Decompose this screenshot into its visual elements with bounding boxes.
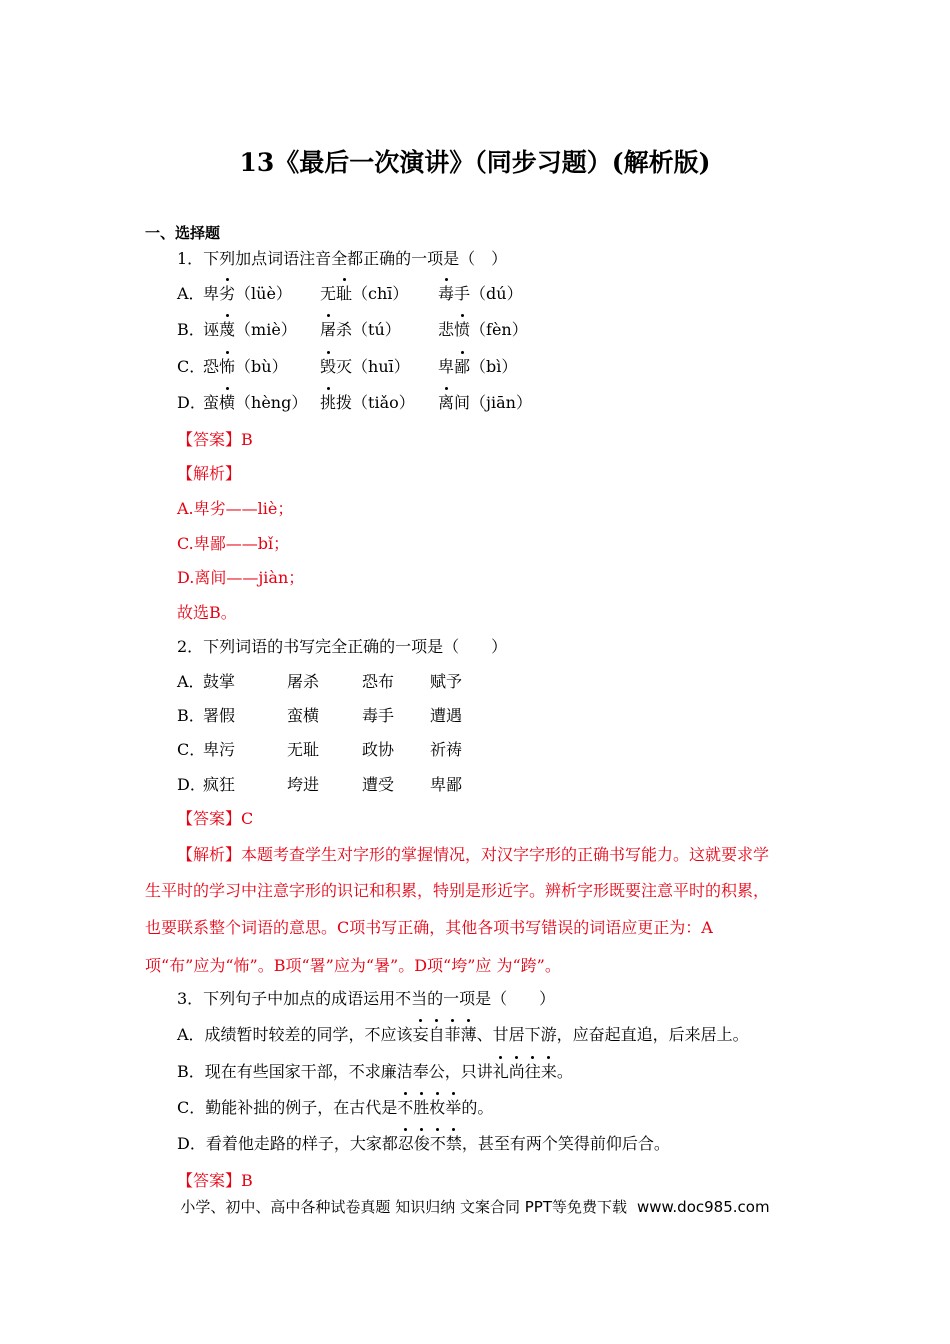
word-prefix: 无 xyxy=(320,284,337,303)
q1-option-item xyxy=(203,319,297,341)
q2-option-word: 署假 xyxy=(203,706,236,725)
q3-stem: 3．下列句子中加点的成语运用不当的一项是（ ） xyxy=(177,989,556,1008)
q1-option-item xyxy=(203,356,288,378)
q1-analysis-line: C.卑鄙——bǐ； xyxy=(177,534,290,553)
sentence-prefix: B．现在有些国家干部，不求廉洁奉公，只讲 xyxy=(177,1062,493,1081)
q2-option-word: 卑污 xyxy=(203,740,236,759)
q2-analysis-line: 也要联系整个词语的意思。C项书写正确，其他各项书写错误的词语应更正为：A xyxy=(145,918,713,937)
q1-option-item xyxy=(320,392,415,414)
q2-option-word: 毒手 xyxy=(362,706,395,725)
dotted-char: 不 xyxy=(397,1098,414,1117)
word-prefix: 蛮 xyxy=(203,393,220,412)
word-suffix: 拨（tiǎo） xyxy=(336,393,415,412)
q1-option-label: A． xyxy=(177,284,205,303)
word-suffix: （bì） xyxy=(470,357,518,376)
q1-answer: 【答案】B xyxy=(177,430,253,449)
q1-analysis-label: 【解析】 xyxy=(177,464,242,483)
q1-option-label: B． xyxy=(177,320,205,339)
section-heading: 一、选择题 xyxy=(145,224,221,242)
word-suffix: 间（jiān） xyxy=(454,393,532,412)
q3-answer: 【答案】B xyxy=(177,1171,253,1190)
word-suffix: （hèng） xyxy=(235,393,308,412)
dotted-char: 愤 xyxy=(454,320,471,339)
dotted-char: 来 xyxy=(540,1062,557,1081)
q1-option-item xyxy=(320,356,410,378)
q2-option-label: B． xyxy=(177,706,205,725)
dotted-char: 耻 xyxy=(336,284,353,303)
dotted-char: 挑 xyxy=(320,393,337,412)
sentence-prefix: D．看着他走路的样子，大家都 xyxy=(177,1134,398,1153)
q3-option xyxy=(177,1024,749,1046)
q1-stem: 1．下列加点词语注音全都正确的一项是（ ） xyxy=(177,249,508,268)
q2-option-word: 鼓掌 xyxy=(203,672,236,691)
q1-option-item xyxy=(438,283,523,305)
q1-option-label: D． xyxy=(177,393,206,412)
dotted-char: 妄 xyxy=(412,1025,429,1044)
dotted-char: 毁 xyxy=(320,357,337,376)
dotted-char: 菲 xyxy=(444,1025,461,1044)
q2-option-word: 卑鄙 xyxy=(430,775,463,794)
word-prefix: 诬 xyxy=(203,320,220,339)
sentence-prefix: C．勤能补拙的例子，在古代是 xyxy=(177,1098,398,1117)
q1-option-item xyxy=(438,319,528,341)
dotted-char: 举 xyxy=(445,1098,462,1117)
dotted-char: 屠 xyxy=(320,320,337,339)
q2-option-word: 祈祷 xyxy=(430,740,463,759)
dotted-char: 离 xyxy=(438,393,455,412)
q2-option-label: D． xyxy=(177,775,206,794)
dotted-char: 劣 xyxy=(219,284,236,303)
q1-option-item xyxy=(320,283,408,305)
q2-analysis-line: 项“布”应为“怖”。B项“署”应为“暑”。D项“垮”应 为“跨”。 xyxy=(145,956,561,975)
q1-option-item xyxy=(203,283,292,305)
q3-option xyxy=(177,1097,493,1119)
q2-option-word: 政协 xyxy=(362,740,395,759)
page-title: 13《最后一次演讲》（同步习题）(解析版) xyxy=(239,148,711,177)
q1-analysis-line: A.卑劣——liè； xyxy=(177,499,294,518)
word-suffix: （lüè） xyxy=(235,284,292,303)
footer-url[interactable]: www.doc985.com xyxy=(636,1198,770,1216)
q2-option-word: 疯狂 xyxy=(203,775,236,794)
sentence-prefix: A．成绩暂时较差的同学，不应该 xyxy=(177,1025,413,1044)
q1-option-item xyxy=(320,319,401,341)
q2-option-word: 遭遇 xyxy=(430,706,463,725)
word-suffix: （miè） xyxy=(235,320,297,339)
word-suffix: 灭（huī） xyxy=(336,357,410,376)
word-prefix: 卑 xyxy=(438,357,455,376)
q1-option-item xyxy=(203,392,307,414)
q2-option-word: 蛮横 xyxy=(287,706,320,725)
q2-stem: 2．下列词语的书写完全正确的一项是（ ） xyxy=(177,637,508,656)
dotted-char: 薄 xyxy=(460,1025,477,1044)
word-suffix: （chī） xyxy=(352,284,409,303)
dotted-char: 毒 xyxy=(438,284,455,303)
sentence-suffix: 。 xyxy=(556,1062,573,1081)
sentence-suffix: ，甚至有两个笑得前仰后合。 xyxy=(461,1134,670,1153)
q1-conclusion: 故选B。 xyxy=(177,603,237,622)
q2-option-word: 恐布 xyxy=(362,672,395,691)
footer-text: 小学、初中、高中各种试卷真题 知识归纳 文案合同 PPT等免费下载 xyxy=(180,1198,627,1216)
sentence-suffix: 的。 xyxy=(461,1098,494,1117)
q2-analysis-line: 【解析】本题考查学生对字形的掌握情况，对汉字字形的正确书写能力。这就要求学 xyxy=(177,845,770,864)
q3-option xyxy=(177,1133,670,1155)
dotted-char: 鄙 xyxy=(454,357,471,376)
word-suffix: （bù） xyxy=(235,357,288,376)
footer xyxy=(0,1196,950,1217)
word-prefix: 恐 xyxy=(203,357,220,376)
dotted-char: 礼 xyxy=(492,1062,509,1081)
word-suffix: 手（dú） xyxy=(454,284,523,303)
q1-option-item xyxy=(438,356,517,378)
word-suffix: （fèn） xyxy=(470,320,528,339)
q2-option-word: 垮进 xyxy=(287,775,320,794)
q3-option xyxy=(177,1061,573,1083)
dotted-char: 俊 xyxy=(413,1134,430,1153)
dotted-char: 往 xyxy=(524,1062,541,1081)
q2-answer: 【答案】C xyxy=(177,809,254,828)
q2-option-word: 遭受 xyxy=(362,775,395,794)
word-suffix: 杀（tú） xyxy=(336,320,401,339)
q2-option-label: C． xyxy=(177,740,206,759)
q1-analysis-line: D.离间——jiàn； xyxy=(177,568,305,587)
q2-option-label: A． xyxy=(177,672,205,691)
dotted-char: 不 xyxy=(429,1134,446,1153)
q2-analysis-line: 生平时的学习中注意字形的识记和积累，特别是形近字。辨析字形既要注意平时的积累， xyxy=(145,881,770,900)
q2-option-word: 屠杀 xyxy=(287,672,320,691)
dotted-char: 尚 xyxy=(508,1062,525,1081)
word-prefix: 悲 xyxy=(438,320,455,339)
sentence-suffix: 、甘居下游，应奋起直追，后来居上。 xyxy=(476,1025,749,1044)
dotted-char: 胜 xyxy=(413,1098,430,1117)
dotted-char: 枚 xyxy=(429,1098,446,1117)
dotted-char: 怖 xyxy=(219,357,236,376)
word-prefix: 卑 xyxy=(203,284,220,303)
dotted-char: 横 xyxy=(219,393,236,412)
q2-option-word: 赋予 xyxy=(430,672,463,691)
q1-option-item xyxy=(438,392,532,414)
dotted-char: 蔑 xyxy=(219,320,236,339)
dotted-char: 忍 xyxy=(397,1134,414,1153)
dotted-char: 自 xyxy=(428,1025,445,1044)
dotted-char: 禁 xyxy=(445,1134,462,1153)
q2-option-word: 无耻 xyxy=(287,740,320,759)
q1-option-label: C． xyxy=(177,357,206,376)
